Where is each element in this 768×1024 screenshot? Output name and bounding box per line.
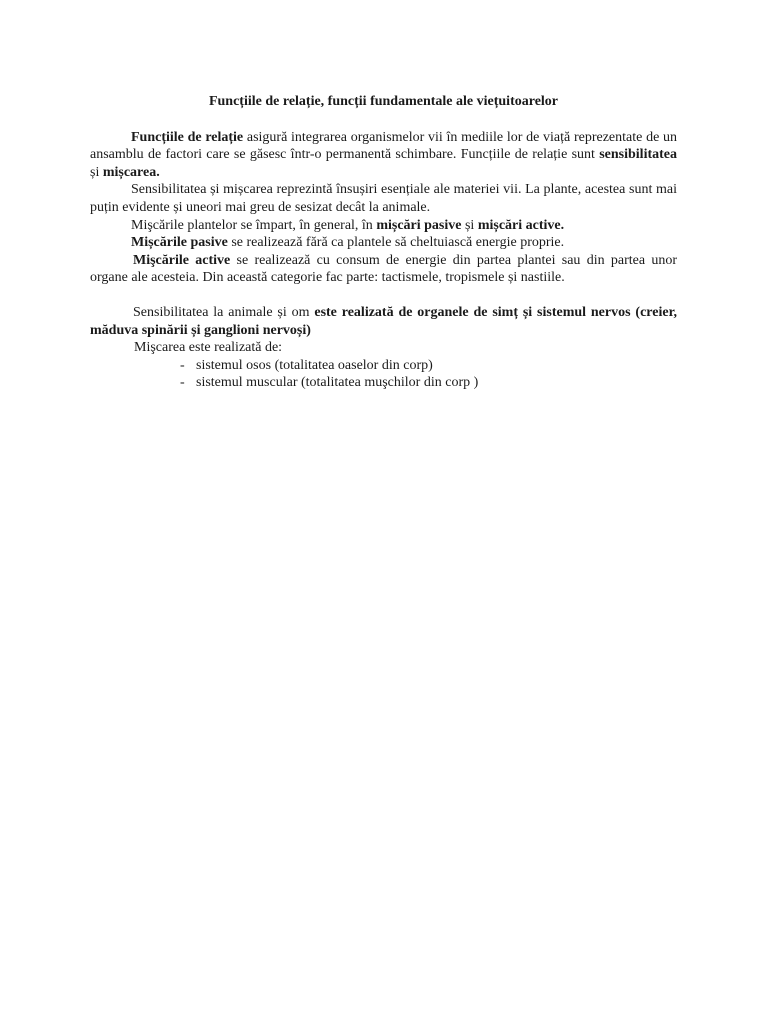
bold-term: mișcarea. [102,164,160,180]
movement-intro: Mişcarea este realizată de: [134,340,283,356]
bold-term: este realizată de organele de simț și sistemul nervos (creier, măduva spinării și ganglioni nervoși) [90,304,677,338]
list-item-text: sistemul osos (totalitatea oaselor din corp) [196,357,433,373]
bold-term: sensibilitatea [599,147,677,163]
bold-term: Mișcările pasive [131,235,228,251]
paragraph-text: Mişcările plantelor se împart, în general, în [131,217,377,233]
bold-term: mișcări pasive [376,217,462,233]
paragraph-text: Sensibilitatea la animale și om [133,304,315,320]
list-dash: - [180,357,185,373]
bold-term: mișcări active. [477,217,565,233]
list-item-text: sistemul muscular (totalitatea muşchilor din corp ) [196,375,479,391]
paragraph-passive-movements [90,234,677,252]
list-item [90,357,677,375]
document-page [90,93,677,392]
bold-term: Mişcările active [133,252,231,268]
paragraph-text: se realizează cu consum de energie din partea plantei sau din partea unor organe ale acesteia. Din această categorie fac parte: tactismele, tropismele și nastiile. [90,252,677,286]
paragraph-gap [90,287,677,304]
paragraph-text: se realizează fără ca plantele să cheltuiască energie proprie. [227,235,565,251]
paragraph-sensitivity-plants [90,181,677,216]
paragraph-text: și [90,164,103,180]
list-dash: - [180,375,185,391]
list-item [90,374,677,392]
paragraph-text: asigură integrarea organismelor vii în mediile lor de viață reprezentate de un ansamblu de factori care se găsesc într-o permanentă schimbare. Funcțiile de relație sunt [90,129,677,163]
document-title: Funcțiile de relație, funcții fundamentale ale viețuitoarelor [208,94,559,109]
paragraph-relation-functions [90,129,677,182]
paragraph-text: și [461,217,478,233]
paragraph-plant-movements [90,217,677,235]
paragraph-active-movements [90,252,677,287]
paragraph-animal-sensitivity [90,304,677,339]
bold-term: Funcțiile de relație [131,129,244,145]
paragraph-text: Sensibilitatea și mișcarea reprezintă însușiri esențiale ale materiei vii. La plante, acestea sunt mai puțin evidente și uneori mai greu de sesizat decât la animale. [90,182,677,215]
